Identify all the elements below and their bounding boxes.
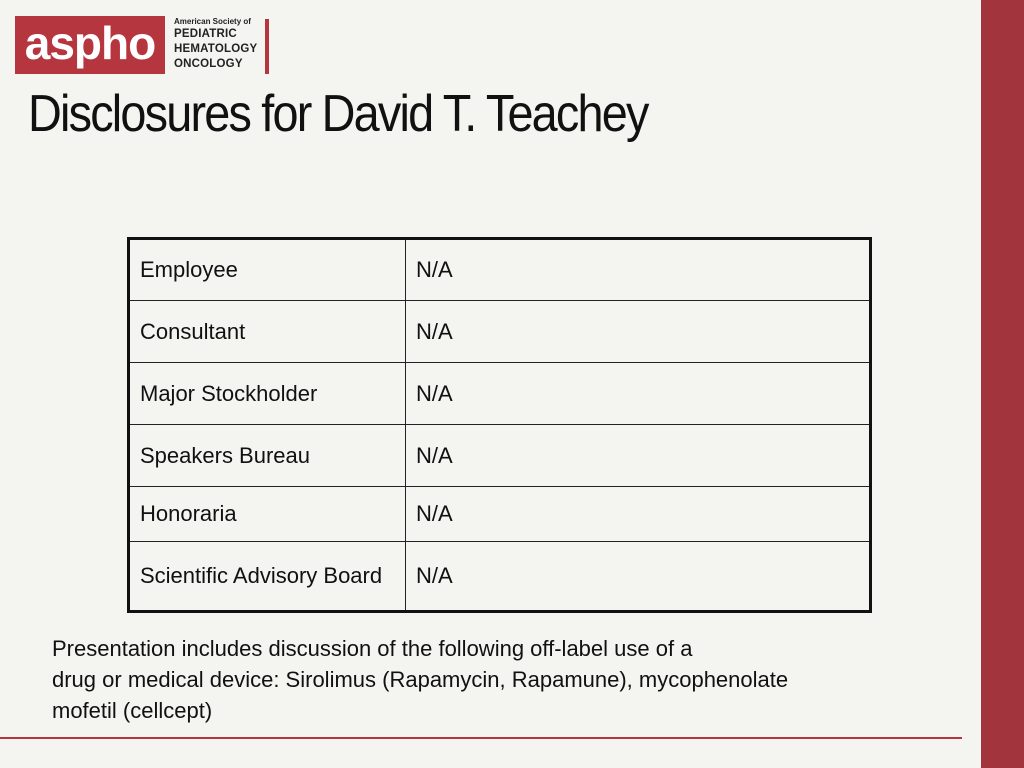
page-title: Disclosures for David T. Teachey [28, 85, 648, 143]
note-line-1: Presentation includes discussion of the following off-label use of a [52, 636, 693, 661]
row-label: Honoraria [129, 487, 406, 542]
table-row [129, 425, 871, 487]
off-label-note [52, 633, 952, 726]
logo-divider [265, 19, 269, 74]
row-value: N/A [406, 363, 871, 425]
note-line-3: mofetil (cellcept) [52, 698, 213, 723]
logo-wordmark: aspho [24, 17, 156, 69]
table-row [129, 542, 871, 612]
row-value: N/A [406, 425, 871, 487]
row-value: N/A [406, 542, 871, 612]
row-label: Major Stockholder [129, 363, 406, 425]
table-row [129, 363, 871, 425]
note-line-2: drug or medical device: Sirolimus (Rapamycin, Rapamune), mycophenolate [52, 667, 789, 692]
row-label: Speakers Bureau [129, 425, 406, 487]
logo-society-name [174, 16, 264, 72]
row-label: Scientific Advisory Board [129, 542, 406, 612]
logo-line-1: American Society of [174, 17, 251, 26]
logo-line-2: PEDIATRIC [174, 28, 237, 40]
logo-line-3: HEMATOLOGY [174, 43, 258, 55]
table-row [129, 487, 871, 542]
row-label: Consultant [129, 301, 406, 363]
row-value: N/A [406, 487, 871, 542]
logo-line-4: ONCOLOGY [174, 58, 243, 70]
row-value: N/A [406, 301, 871, 363]
footer-divider [0, 737, 962, 739]
disclosures-table [127, 237, 872, 613]
row-label: Employee [129, 239, 406, 301]
table-row [129, 239, 871, 301]
side-accent-bar [981, 0, 1024, 768]
aspho-logo [15, 16, 271, 74]
row-value: N/A [406, 239, 871, 301]
table-row [129, 301, 871, 363]
